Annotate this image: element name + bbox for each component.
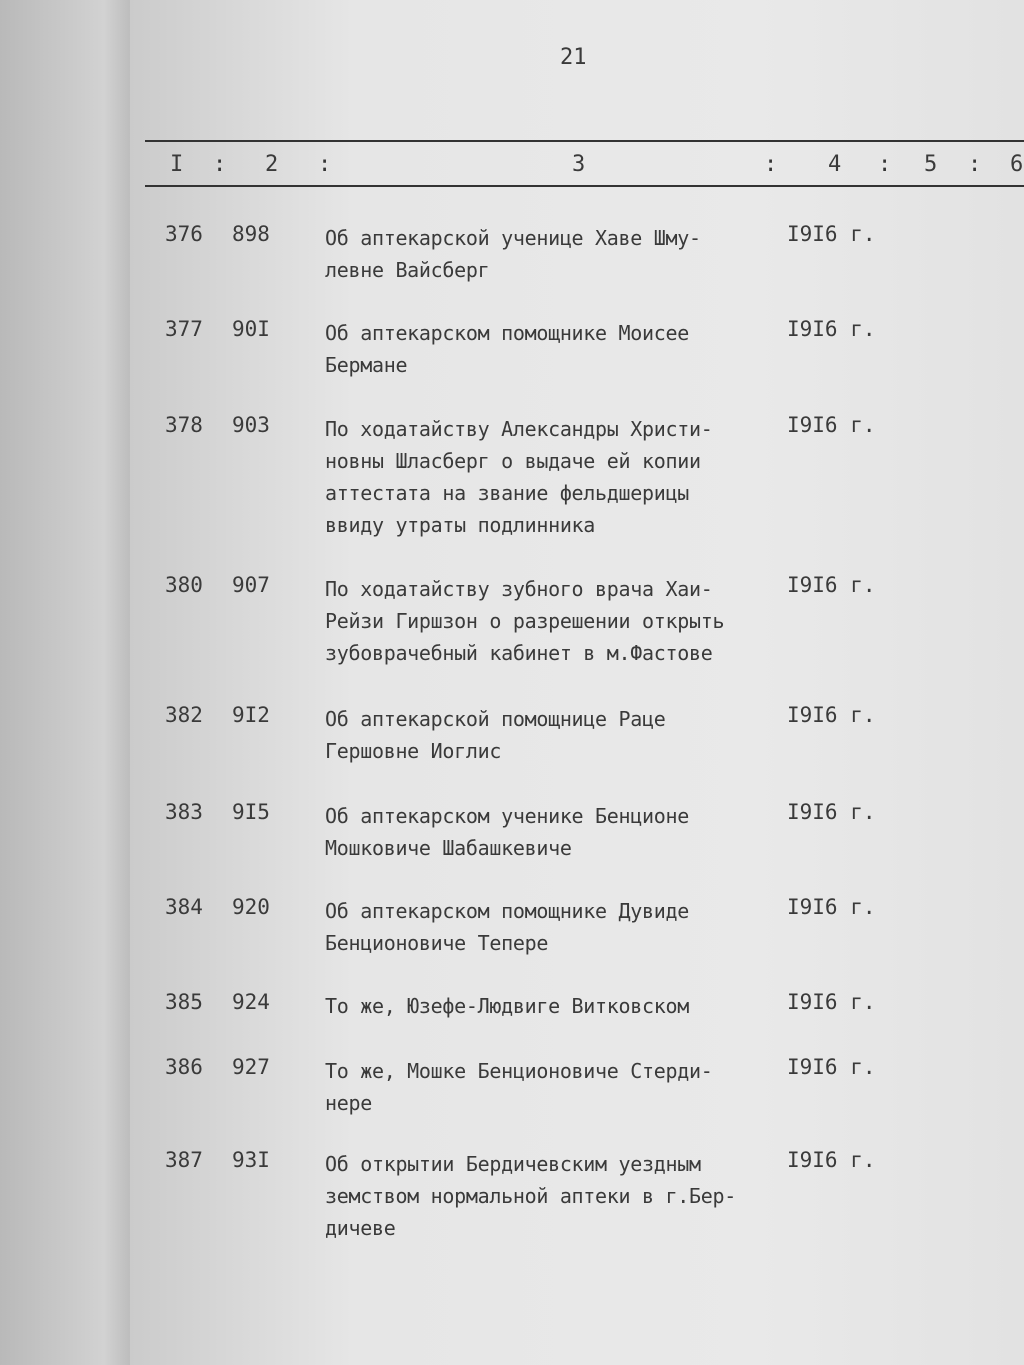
row-number: 387 xyxy=(165,1148,203,1172)
file-year: I9I6 г. xyxy=(787,895,876,919)
column-separator: : xyxy=(764,152,778,177)
file-year: I9I6 г. xyxy=(787,573,876,597)
title-line: Об аптекарском помощнике Дувиде xyxy=(325,899,689,923)
column-separator: : xyxy=(968,152,982,177)
title-line: Об аптекарской помощнице Раце xyxy=(325,707,666,731)
table-header-top-rule xyxy=(145,140,1024,142)
row-number: 378 xyxy=(165,413,203,437)
title-line: Об открытии Бердичевским уездным xyxy=(325,1152,701,1176)
file-number: 920 xyxy=(232,895,270,919)
title-line: Рейзи Гиршзон о разрешении открыть xyxy=(325,609,725,633)
title-line: Бермане xyxy=(325,353,408,377)
row-number: 376 xyxy=(165,222,203,246)
file-number: 898 xyxy=(232,222,270,246)
file-number: 924 xyxy=(232,990,270,1014)
file-title xyxy=(325,1055,780,1119)
column-header-3: 3 xyxy=(572,152,586,177)
file-year: I9I6 г. xyxy=(787,413,876,437)
file-number: 93I xyxy=(232,1148,270,1172)
file-number: 903 xyxy=(232,413,270,437)
previous-page-edge xyxy=(0,0,130,1365)
title-line: дичеве xyxy=(325,1216,396,1240)
file-year: I9I6 г. xyxy=(787,1148,876,1172)
file-number: 907 xyxy=(232,573,270,597)
title-line: По ходатайству зубного врача Хаи- xyxy=(325,577,713,601)
file-year: I9I6 г. xyxy=(787,990,876,1014)
title-line: ввиду утраты подлинника xyxy=(325,513,596,537)
title-line: левне Вайсберг xyxy=(325,258,490,282)
file-title xyxy=(325,990,780,1022)
title-line: По ходатайству Александры Христи- xyxy=(325,417,713,441)
column-header-1: I xyxy=(170,152,184,177)
title-line: Об аптекарском ученике Бенционе xyxy=(325,804,689,828)
file-title xyxy=(325,413,780,541)
title-line: земством нормальной аптеки в г.Бер- xyxy=(325,1184,736,1208)
column-separator: : xyxy=(318,152,332,177)
file-year: I9I6 г. xyxy=(787,1055,876,1079)
title-line: Об аптекарской ученице Хаве Шму- xyxy=(325,226,701,250)
title-line: зубоврачебный кабинет в м.Фастове xyxy=(325,641,713,665)
file-title xyxy=(325,317,780,381)
file-title xyxy=(325,800,780,864)
title-line: То же, Мошке Бенционовиче Стерди- xyxy=(325,1059,713,1083)
file-number: 9I5 xyxy=(232,800,270,824)
file-title xyxy=(325,222,780,286)
file-year: I9I6 г. xyxy=(787,222,876,246)
title-line: новны Шласберг о выдаче ей копии xyxy=(325,449,701,473)
column-header-4: 4 xyxy=(828,152,842,177)
title-line: Гершовне Иоглис xyxy=(325,739,502,763)
row-number: 385 xyxy=(165,990,203,1014)
title-line: Об аптекарском помощнике Моисее xyxy=(325,321,689,345)
column-separator: : xyxy=(878,152,892,177)
file-number: 927 xyxy=(232,1055,270,1079)
table-header-bottom-rule xyxy=(145,185,1024,187)
title-line: Бенционовиче Тепере xyxy=(325,931,549,955)
file-number: 9I2 xyxy=(232,703,270,727)
file-year: I9I6 г. xyxy=(787,703,876,727)
file-title xyxy=(325,895,780,959)
file-title xyxy=(325,573,780,669)
page-number: 21 xyxy=(560,45,587,70)
file-year: I9I6 г. xyxy=(787,800,876,824)
row-number: 384 xyxy=(165,895,203,919)
file-title xyxy=(325,703,780,767)
file-title xyxy=(325,1148,780,1244)
title-line: Мошковиче Шабашкевиче xyxy=(325,836,572,860)
row-number: 386 xyxy=(165,1055,203,1079)
row-number: 383 xyxy=(165,800,203,824)
row-number: 382 xyxy=(165,703,203,727)
file-year: I9I6 г. xyxy=(787,317,876,341)
row-number: 380 xyxy=(165,573,203,597)
title-line: аттестата на звание фельдшерицы xyxy=(325,481,689,505)
title-line: То же, Юзефе-Людвиге Витковском xyxy=(325,994,689,1018)
column-header-6: 6 xyxy=(1010,152,1024,177)
title-line: нере xyxy=(325,1091,372,1115)
column-header-5: 5 xyxy=(924,152,938,177)
column-header-2: 2 xyxy=(265,152,279,177)
column-separator: : xyxy=(213,152,227,177)
row-number: 377 xyxy=(165,317,203,341)
file-number: 90I xyxy=(232,317,270,341)
